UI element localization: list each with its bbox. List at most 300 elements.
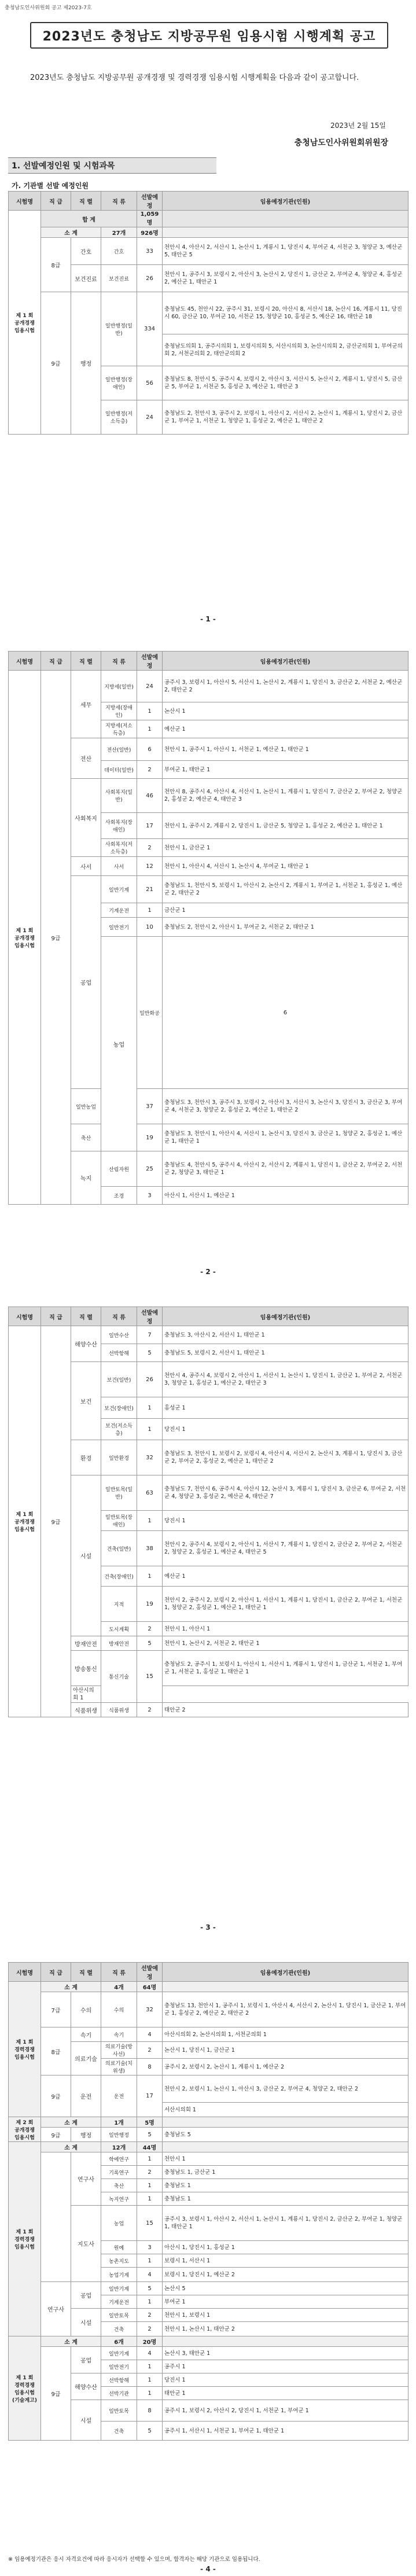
exam-name-cell: 제 1 회 공개경쟁 임용시험 — [9, 211, 41, 435]
planned-count-cell: 3 — [137, 1187, 163, 1205]
class-cell: 속기 — [101, 2027, 137, 2042]
series-cell: 녹지 — [71, 1151, 101, 1205]
institution-cell: 충청남도 3, 아산시 2, 서산시 1, 태안군 1 — [163, 1326, 408, 1344]
series-cell: 식품위생 — [71, 1703, 101, 1717]
planned-count-cell: 56 — [137, 366, 163, 400]
institution-cell: 공주시 1 — [163, 2360, 408, 2373]
class-cell: 사회복지(일반) — [101, 779, 137, 813]
institution-cell: 충청남도 3, 천안시 3, 공주시 3, 보령시 2, 아산시 3, 서산시 3, 논산시 3, 당진시 3, 금산군 3, 부여군 4, 서천군 3, 청양군 2, 홍성군 2, 예산군 1, 태안군 2 — [163, 1089, 408, 1124]
institution-cell: 충청남도의회 1, 공주시의회 1, 보령시의회 5, 서산시의회 3, 논산시의회 2, 금산군의회 1, 부여군의회 2, 서천군의회 2, 태안군의회 2 — [163, 334, 408, 366]
class-cell: 일반전기 — [101, 918, 137, 937]
class-cell: 일반환경 — [101, 1440, 137, 1475]
planned-count-cell: 334 — [137, 292, 163, 366]
subtotal-label: 소 계 — [41, 2117, 101, 2128]
series-cell: 시설 — [71, 2309, 101, 2336]
class-cell: 간호 — [101, 238, 137, 265]
class-cell: 선박기관 — [101, 2387, 137, 2400]
planned-count-cell: 5 — [137, 1636, 163, 1651]
subtotal-value: 44명 — [137, 2142, 163, 2152]
planned-count-cell: 38 — [137, 1531, 163, 1566]
table-page-1 — [8, 191, 408, 435]
series-cell: 시설 — [71, 2400, 101, 2441]
institution-cell: 홍성군 1 — [163, 1397, 408, 1419]
class-cell: 일반농업 — [71, 1089, 101, 1124]
series-cell: 방재안전 — [71, 1636, 101, 1651]
column-header: 시험명 — [9, 1307, 41, 1326]
class-cell: 건축 — [101, 2322, 137, 2336]
institution-cell: 보령시 1, 서산시 1 — [163, 2254, 408, 2268]
planned-count-cell: 1 — [137, 1397, 163, 1419]
planned-count-cell: 5 — [137, 2128, 163, 2142]
subtotal-blank — [163, 2142, 408, 2152]
subtotal-count: 12개 — [101, 2142, 137, 2152]
subtotal-count: 27개 — [101, 227, 137, 238]
institution-cell: 천안시 1, 아산시 4, 서산시 1, 논산시 4, 부여군 1, 태안군 1 — [163, 857, 408, 876]
column-header: 시험명 — [9, 192, 41, 211]
class-cell: 농촌지도 — [101, 2254, 137, 2268]
column-header: 직 류 — [101, 192, 137, 211]
exam-name-cell: 제 1 회 공개경쟁 임용시험 — [9, 671, 41, 1205]
planned-count-cell: 1 — [137, 1511, 163, 1531]
institution-cell: 충청남도 1 — [163, 2192, 408, 2206]
institution-cell: 서산시의회 1 — [163, 2103, 408, 2117]
series-cell: 공업 — [71, 2282, 101, 2309]
exam-name-cell: 제 1 회 경력경쟁 임용시험 — [9, 2142, 41, 2336]
planned-count-cell: 8 — [137, 2059, 163, 2075]
grade-cell: 9급 — [41, 1326, 71, 1717]
column-header: 임용예정기관(인원) — [163, 652, 408, 671]
class-cell: 일반기계 — [101, 2282, 137, 2295]
institution-cell: 천안시 2, 보령시 1, 논산시 1, 아산시 3, 금산군 2, 부여군 4, 청양군 2, 태안군 2 — [163, 2075, 408, 2103]
class-cell: 보건(장애인) — [101, 1397, 137, 1419]
planned-count-cell: 3 — [137, 2241, 163, 2254]
planned-count-cell: 2 — [137, 1703, 163, 1717]
series-cell: 시설 — [71, 1475, 101, 1636]
class-cell: 방재안전 — [101, 1636, 137, 1651]
institution-cell: 천안시 8, 공주시 4, 아산시 4, 서산시 1, 논산시 1, 계룡시 1, 당진시 7, 금산군 2, 부여군 2, 청양군 2, 홍성군 2, 예산군 4, 태안군 3 — [163, 779, 408, 813]
institution-cell: 아산시 1, 당진시 1, 홍성군 1 — [163, 2241, 408, 2254]
institution-cell: 천안시 1, 공주시 3, 보령시 2, 아산시 3, 논산시 2, 당진시 1, 금산군 2, 부여군 4, 청양군 4, 홍성군 2, 예산군 1, 태안군 1 — [163, 265, 408, 292]
class-cell: 농업기계 — [101, 2268, 137, 2282]
header-notice-number: 충청남도인사위원회 공고 제2023-7호 — [5, 5, 92, 11]
institution-cell: 천안시 2, 공주시 4, 보령시 2, 아산시 1, 서산시 7, 계룡시 1, 당진시 2, 금산군 2, 부여군 2, 서천군 2, 청양군 2, 홍성군 1, 예산군 4, 태안군 5 — [163, 1531, 408, 1566]
column-header: 선발예정 — [137, 192, 163, 211]
planned-count-cell: 10 — [137, 918, 163, 937]
series-cell: 환경 — [71, 1440, 101, 1475]
class-cell: 일반토목 — [101, 2309, 137, 2322]
planned-count-cell: 1 — [137, 2295, 163, 2309]
planned-count-cell: 4 — [137, 2268, 163, 2282]
planned-count-cell: 32 — [137, 1440, 163, 1475]
class-cell: 축산 — [101, 2179, 137, 2192]
subtotal-blank — [163, 227, 408, 238]
class-cell: 의료기술(방사선) — [101, 2042, 137, 2059]
planned-count-cell: 17 — [137, 813, 163, 839]
class-cell: 일반토목(장애인) — [101, 1511, 137, 1531]
column-header: 시험명 — [9, 652, 41, 671]
class-cell: 사회복지(장애인) — [101, 813, 137, 839]
planned-count-cell: 1 — [137, 2373, 163, 2387]
series-cell: 전산 — [71, 738, 101, 779]
section-heading: 1. 선발예정인원 및 시험과목 — [8, 157, 216, 174]
class-cell: 일반행정(장애인) — [101, 366, 137, 400]
class-cell: 선박항해 — [101, 2373, 137, 2387]
planned-count-cell: 2 — [137, 761, 163, 779]
institution-cell: 충청남도 5, 보령시 2, 서산시 1, 태안군 1 — [163, 1344, 408, 1362]
grade-cell: 9급 — [41, 292, 71, 435]
planned-count-cell: 32 — [137, 1992, 163, 2027]
planned-count-cell: 2 — [137, 2166, 163, 2179]
institution-cell: 천안시 4, 아산시 2, 서산시 1, 논산시 1, 계룡시 1, 당진시 4, 부여군 4, 서천군 3, 청양군 3, 예산군 5, 태안군 5 — [163, 238, 408, 265]
total-value: 1,059명 — [137, 211, 163, 227]
planned-count-cell: 1 — [137, 2387, 163, 2400]
institution-cell: 부여군 1, 태안군 1 — [163, 761, 408, 779]
subtotal-count: 6개 — [101, 2336, 137, 2347]
class-cell: 수의 — [101, 1992, 137, 2027]
subtotal-label: 소 계 — [41, 2336, 101, 2347]
planned-count-cell: 8 — [137, 2400, 163, 2422]
class-cell: 학예연구 — [101, 2152, 137, 2166]
page-number: - 3 - — [200, 1923, 216, 1931]
column-header: 직 급 — [41, 652, 71, 671]
grade-cell: 9급 — [41, 2347, 71, 2441]
planned-count-cell: 46 — [137, 779, 163, 813]
institution-cell: 천안시 1, 논산시 2, 서천군 2, 태안군 1 — [163, 1636, 408, 1651]
series-cell: 수의 — [71, 1992, 101, 2027]
institution-cell: 공주시 3, 보령시 1, 아산시 5, 서산시 1, 논산시 2, 계룡시 1, 당진시 3, 금산군 2, 서천군 2, 예산군 2, 태안군 2 — [163, 671, 408, 702]
institution-cell: 충청남도 3, 천안시 1, 아산시 4, 서산시 1, 논산시 3, 당진시 3, 금산군 1, 청양군 2, 홍성군 1, 예산군 1, 태안군 1 — [163, 1124, 408, 1151]
institution-cell: 금산군 1 — [163, 903, 408, 918]
column-header: 임용예정기관(인원) — [163, 1963, 408, 1982]
class-cell: 건축(일반) — [101, 1531, 137, 1566]
notice-date: 2023년 2월 15일 — [330, 122, 386, 130]
subtotal-label: 소 계 — [41, 1982, 101, 1992]
table-row — [9, 671, 408, 702]
series-cell: 간호 — [71, 238, 101, 265]
table-row — [9, 2027, 408, 2042]
planned-count-cell: 4 — [137, 2027, 163, 2042]
series-cell: 사서 — [71, 857, 101, 876]
planned-count-cell: 19 — [137, 1124, 163, 1151]
class-cell: 통신기술 — [101, 1651, 137, 1703]
class-cell: 일반화공 — [137, 937, 163, 1089]
subtotal-blank — [163, 2117, 408, 2128]
class-cell: 보건(일반) — [101, 1362, 137, 1397]
table-row — [9, 2336, 408, 2347]
planned-count-cell: 33 — [137, 238, 163, 265]
class-cell: 일반토목(일반) — [101, 1475, 137, 1511]
institution-cell: 공주시 1, 보령시 2, 아산시 2, 당진시 1, 서천군 1, 부여군 1 — [163, 2400, 408, 2422]
institution-cell: 공주시 2, 보령시 2, 논산시 1, 계룡시 1, 예산군 2 — [163, 2059, 408, 2075]
table-page-2 — [8, 651, 408, 1205]
planned-count-cell: 12 — [137, 857, 163, 876]
footnote: ※ 임용예정기관은 응시 자격요건에 따라 응시자가 선택할 수 있으며, 합격자는 해당 기관으로 임용됩니다. — [8, 2556, 260, 2563]
series-cell: 해양수산 — [71, 1326, 101, 1362]
planned-count-cell: 1 — [137, 2254, 163, 2268]
institution-cell: 충청남도 13, 천안시 1, 공주시 1, 보령시 1, 아산시 4, 서산시 2, 논산시 1, 당진시 1, 금산군 1, 부여군 1, 홍성군 2, 예산군 2, 태안군 2 — [163, 1992, 408, 2027]
subtotal-blank — [163, 2336, 408, 2347]
class-cell: 일반수산 — [101, 1326, 137, 1344]
planned-count-cell: 1 — [137, 702, 163, 720]
table-row — [9, 238, 408, 265]
column-header: 직 류 — [101, 652, 137, 671]
class-cell: 농업 — [101, 2206, 137, 2241]
planned-count-cell: 1 — [137, 1566, 163, 1587]
series-cell: 해양수산 — [71, 2373, 101, 2400]
planned-count-cell: 5 — [137, 1344, 163, 1362]
planned-count-cell: 6 — [163, 937, 408, 1089]
planned-count-cell: 19 — [137, 1587, 163, 1622]
institution-cell: 부여군 1 — [163, 2295, 408, 2309]
grade-cell: 7급 — [41, 1992, 71, 2027]
class-cell: 축산 — [71, 1124, 101, 1151]
grade-cell: 9급 — [41, 2128, 71, 2142]
planned-count-cell: 37 — [137, 1089, 163, 1124]
page-3 — [0, 1287, 416, 1938]
institution-cell: 논산시 1, 당진시 1, 금산군 1 — [163, 2042, 408, 2059]
class-cell: 전산(일반) — [101, 738, 137, 761]
table-row — [9, 1992, 408, 2027]
table-row — [9, 2075, 408, 2103]
planned-count-cell: 2 — [137, 2322, 163, 2336]
planned-count-cell: 6 — [137, 738, 163, 761]
institution-cell: 논산시 3, 태안군 1 — [163, 2347, 408, 2360]
series-cell: 공업 — [71, 2347, 101, 2373]
institution-cell: 논산시 1 — [163, 702, 408, 720]
class-cell: 지적 — [101, 1587, 137, 1622]
table-row — [9, 2347, 408, 2360]
institution-cell: 충청남도 2, 천안시 2, 아산시 1, 부여군 2, 서천군 2, 태안군 1 — [163, 918, 408, 937]
class-cell: 일반토목 — [101, 2400, 137, 2422]
institution-cell: 천안시 1, 아산시 1 — [163, 1622, 408, 1636]
subtotal-value: 20명 — [137, 2336, 163, 2347]
planned-count-cell: 1 — [137, 2192, 163, 2206]
column-header: 임용예정기관(인원) — [163, 192, 408, 211]
exam-name-cell: 제 1 회 경력경쟁 임용시험 — [9, 1982, 41, 2117]
grade-cell: 9급 — [41, 671, 71, 1205]
institution-cell: 천안시 1, 공주시 2, 계룡시 2, 당진시 1, 금산군 5, 청양군 1, 홍성군 2, 예산군 1, 태안군 1 — [163, 813, 408, 839]
table-page-4 — [8, 1962, 408, 2441]
series-cell: 지도사 — [71, 2206, 101, 2282]
institution-cell: 아산시의회 2, 논산시의회 1, 서천군의회 1 — [163, 2027, 408, 2042]
institution-cell: 충청남도 3, 천안시 1, 보령시 2, 보령시 4, 아산시 4, 서산시 2, 논산시 3, 계룡시 1, 당진시 3, 금산군 2, 부여군 2, 홍성군 2, 예산군 1, 태안군 2 — [163, 1440, 408, 1475]
series-cell: 사회복지 — [71, 779, 101, 857]
planned-count-cell: 63 — [137, 1475, 163, 1511]
class-cell: 기록연구 — [101, 2166, 137, 2179]
planned-count-cell: 1 — [137, 2179, 163, 2192]
institution-cell: 충청남도 4, 천안시 5, 공주시 4, 아산시 2, 서산시 2, 계룡시 1, 당진시 1, 금산군 2, 부여군 2, 서천군 2, 청양군 3, 태안군 1 — [163, 1151, 408, 1187]
class-cell: 건축 — [101, 2422, 137, 2441]
planned-count-cell: 1 — [137, 2360, 163, 2373]
class-cell: 기계운전 — [101, 2295, 137, 2309]
page-number: - 1 - — [200, 615, 216, 623]
institution-cell: 당진시 1 — [163, 1511, 408, 1531]
planned-count-cell: 25 — [137, 1151, 163, 1187]
grade-cell: 8급 — [41, 238, 71, 292]
exam-name-cell: 제 1 회 공개경쟁 임용시험 — [9, 1326, 41, 1717]
institution-cell: 아산시의회 1 — [71, 1686, 101, 1703]
subsection-heading: 가. 기관별 선발 예정인원 — [12, 182, 89, 190]
table-row — [9, 2282, 408, 2295]
page-number: - 2 - — [200, 1268, 216, 1276]
grade-cell: 9급 — [41, 2075, 71, 2117]
institution-cell: 공주시 3, 보령시 1, 아산시 2, 서산시 1, 논산시 1, 계룡시 1, 당진시 2, 금산군 2, 부여군 1, 청양군 1, 태안군 1 — [163, 2206, 408, 2241]
column-header: 직 렬 — [71, 1307, 101, 1326]
planned-count-cell: 26 — [137, 1362, 163, 1397]
column-header: 직 렬 — [71, 652, 101, 671]
institution-cell: 충청남도 2, 천안시 3, 공주시 2, 보령시 1, 아산시 2, 서산시 2, 논산시 1, 계룡시 1, 당진시 2, 금산군 1, 부여군 1, 서천군 1, 청양군 1, 홍성군 2, 예산군 1, 태안군 2 — [163, 400, 408, 435]
column-header: 임용예정기관(인원) — [163, 1307, 408, 1326]
document-title: 2023년도 충청남도 지방공무원 임용시험 시행계획 공고 — [30, 22, 388, 49]
class-cell: 의료기술(치위생) — [101, 2059, 137, 2075]
class-cell: 사서 — [101, 857, 137, 876]
institution-cell: 천안시 4, 공주시 4, 보령시 2, 아산시 1, 서산시 1, 논산시 1, 당진시 1, 금산군 1, 부여군 2, 서천군 3, 청양군 1, 홍성군 1, 예산군 2, 태안군 3 — [163, 1362, 408, 1397]
planned-count-cell: 2 — [137, 2309, 163, 2322]
planned-count-cell: 2 — [137, 2042, 163, 2059]
institution-cell: 당진시 1 — [163, 1419, 408, 1440]
column-header: 직 류 — [101, 1307, 137, 1326]
grade-cell: 8급 — [41, 2027, 71, 2075]
class-cell: 일반행정 — [101, 2128, 137, 2142]
institution-cell: 충청남도 45, 천안시 22, 공주시 31, 보령시 20, 아산시 8, 서산시 18, 논산시 16, 계룡시 11, 당진시 60, 금산군 10, 부여군 10, 서천군 15, 청양군 10, 홍성군 5, 예산군 16, 태안군 18 — [163, 292, 408, 334]
total-label: 합 계 — [41, 211, 137, 227]
institution-cell: 충청남도 7, 천안시 6, 공주시 4, 아산시 12, 논산시 3, 계룡시 1, 당진시 3, 금산군 6, 부여군 2, 서천군 4, 청양군 3, 홍성군 2, 예산군 4, 태안군 7 — [163, 1475, 408, 1511]
class-cell: 선박항해 — [101, 1344, 137, 1362]
planned-count-cell: 5 — [137, 2282, 163, 2295]
institution-cell: 보령시 1, 당진시 1, 예산군 2 — [163, 2268, 408, 2282]
institution-cell: 태안군 2 — [163, 1703, 408, 1717]
institution-cell: 공주시 1, 서산시 1, 서천군 1, 부여군 1, 태안군 1 — [163, 2422, 408, 2441]
class-cell: 일반기계 — [101, 876, 137, 903]
planned-count-cell: 15 — [137, 1651, 163, 1703]
class-cell: 녹지연구 — [101, 2192, 137, 2206]
subtotal-blank — [163, 1982, 408, 1992]
class-cell: 운전 — [101, 2075, 137, 2117]
class-cell: 사회복지(저소득층) — [101, 839, 137, 857]
class-cell: 원예 — [101, 2241, 137, 2254]
class-cell: 일반전기 — [101, 2360, 137, 2373]
planned-count-cell: 7 — [137, 1326, 163, 1344]
class-cell: 데이터(일반) — [101, 761, 137, 779]
planned-count-cell: 4 — [137, 2347, 163, 2360]
column-header: 직 류 — [101, 1963, 137, 1982]
class-cell: 건축(장애인) — [101, 1566, 137, 1587]
table-row — [9, 2117, 408, 2128]
intro-text: 2023년도 충청남도 지방공무원 공개경쟁 및 경력경쟁 임용시험 시행계획을 다음과 같이 공고합니다. — [30, 73, 359, 82]
table-row — [9, 2142, 408, 2152]
planned-count-cell: 24 — [137, 671, 163, 702]
institution-cell: 충청남도 2, 공주시 1, 보령시 1, 아산시 1, 서산시 1, 계룡시 1, 당진시 1, 금산군 1, 서천군 1, 부여군 1, 서천군 1, 홍성군 1, 태안군 1 — [163, 1651, 408, 1686]
class-cell: 도시계획 — [101, 1622, 137, 1636]
issuing-organization: 충청남도인사위원회위원장 — [294, 138, 388, 148]
total-row — [9, 211, 408, 227]
class-cell: 지방세(저소득층) — [101, 720, 137, 738]
table-row — [9, 1982, 408, 1992]
class-cell: 보건(저소득층) — [101, 1419, 137, 1440]
subtotal-label: 소 계 — [41, 2142, 101, 2152]
series-cell: 의료기술 — [71, 2042, 101, 2075]
series-cell: 방송통신 — [71, 1651, 101, 1686]
institution-cell: 예산군 1 — [163, 720, 408, 738]
subtotal-count: 4개 — [101, 1982, 137, 1992]
institution-cell: 충청남도 1, 금산군 1 — [163, 2166, 408, 2179]
series-cell: 보건 — [71, 1362, 101, 1440]
institution-cell: 논산시 5 — [163, 2282, 408, 2295]
page-1 — [0, 0, 416, 627]
class-cell: 일반행정(저소득층) — [101, 400, 137, 435]
planned-count-cell: 2 — [137, 1622, 163, 1636]
institution-cell: 당진시 1 — [163, 2373, 408, 2387]
institution-cell: 충청남도 8, 천안시 5, 공주시 4, 보령시 2, 아산시 3, 서산시 5, 논산시 2, 계룡시 1, 당진시 5, 금산군 5, 부여군 1, 서천군 5, 홍성군 3, 예산군 1, 태안군 3 — [163, 366, 408, 400]
total-blank — [163, 211, 408, 227]
series-cell: 행정 — [71, 292, 101, 435]
subtotal-count: 1개 — [101, 2117, 137, 2128]
series-cell: 보건진료 — [71, 265, 101, 292]
institution-cell: 천안시 1, 금산군 1 — [163, 839, 408, 857]
column-header: 시험명 — [9, 1963, 41, 1982]
planned-count-cell: 24 — [137, 400, 163, 435]
table-row — [9, 2152, 408, 2166]
institution-cell: 천안시 1, 논산시 1, 태안군 2 — [163, 2322, 408, 2336]
subtotal-row — [9, 227, 408, 238]
class-cell: 조경 — [101, 1187, 137, 1205]
column-header: 직 급 — [41, 192, 71, 211]
series-cell: 행정 — [71, 2128, 101, 2142]
institution-cell: 천안시 1, 공주시 1, 아산시 1, 서천군 1, 예산군 1, 태안군 1 — [163, 738, 408, 761]
column-header: 직 렬 — [71, 1963, 101, 1982]
institution-cell: 아산시 1, 서산시 1, 예산군 1 — [163, 1187, 408, 1205]
planned-count-cell: 1 — [137, 903, 163, 918]
column-header: 선발예정 — [137, 1963, 163, 1982]
exam-name-cell: 제 2 회 공개경쟁 임용시험 — [9, 2117, 41, 2142]
planned-count-cell: 21 — [137, 876, 163, 903]
institution-cell: 천안시 2, 공주시 2, 보령시 2, 아산시 1, 서산시 1, 계룡시 1, 당진시 1, 금산군 2, 부여군 1, 서천군 1, 청양군 2, 홍성군 1, 예산군 1, 태안군 1 — [163, 1587, 408, 1622]
institution-cell: 충청남도 1, 천안시 5, 보령시 1, 아산시 2, 논산시 2, 계룡시 1, 부여군 1, 서천군 1, 홍성군 1, 예산군 2, 태안군 2 — [163, 876, 408, 903]
institution-cell: 예산군 1 — [163, 1566, 408, 1587]
series-cell: 속기 — [71, 2027, 101, 2042]
grade-cell: 연구사 — [41, 2282, 71, 2336]
planned-count-cell: 15 — [137, 2206, 163, 2241]
column-header: 직 급 — [41, 1307, 71, 1326]
subtotal-value: 926명 — [137, 227, 163, 238]
planned-count-cell: 1 — [137, 720, 163, 738]
series-cell: 연구사 — [71, 2152, 101, 2206]
institution-cell: 천안시 1, 보령시 1 — [163, 2309, 408, 2322]
planned-count-cell: 1 — [137, 1419, 163, 1440]
class-cell: 지방세(장애인) — [101, 702, 137, 720]
class-cell: 기계운전 — [101, 903, 137, 918]
class-cell: 산림자원 — [101, 1151, 137, 1187]
class-cell: 일반기계 — [101, 2347, 137, 2360]
planned-count-cell: 26 — [137, 265, 163, 292]
institution-cell: 충청남도 5 — [163, 2128, 408, 2142]
page-4 — [0, 1942, 416, 2576]
subtotal-label: 소 계 — [41, 227, 101, 238]
institution-cell: 천안시 1 — [163, 2152, 408, 2166]
subtotal-value: 64명 — [137, 1982, 163, 1992]
page-2 — [0, 631, 416, 1282]
class-cell: 식품위생 — [101, 1703, 137, 1717]
table-row — [9, 1326, 408, 1344]
class-cell: 지방세(일반) — [101, 671, 137, 702]
planned-count-cell: 5 — [137, 2422, 163, 2441]
column-header: 직 급 — [41, 1963, 71, 1982]
exam-name-cell: 제 1 회 경력경쟁 임용시험 (기술계고) — [9, 2336, 41, 2441]
column-header: 직 렬 — [71, 192, 101, 211]
column-header: 선발예정 — [137, 652, 163, 671]
column-header: 선발예정 — [137, 1307, 163, 1326]
series-cell: 농업 — [101, 937, 137, 1151]
